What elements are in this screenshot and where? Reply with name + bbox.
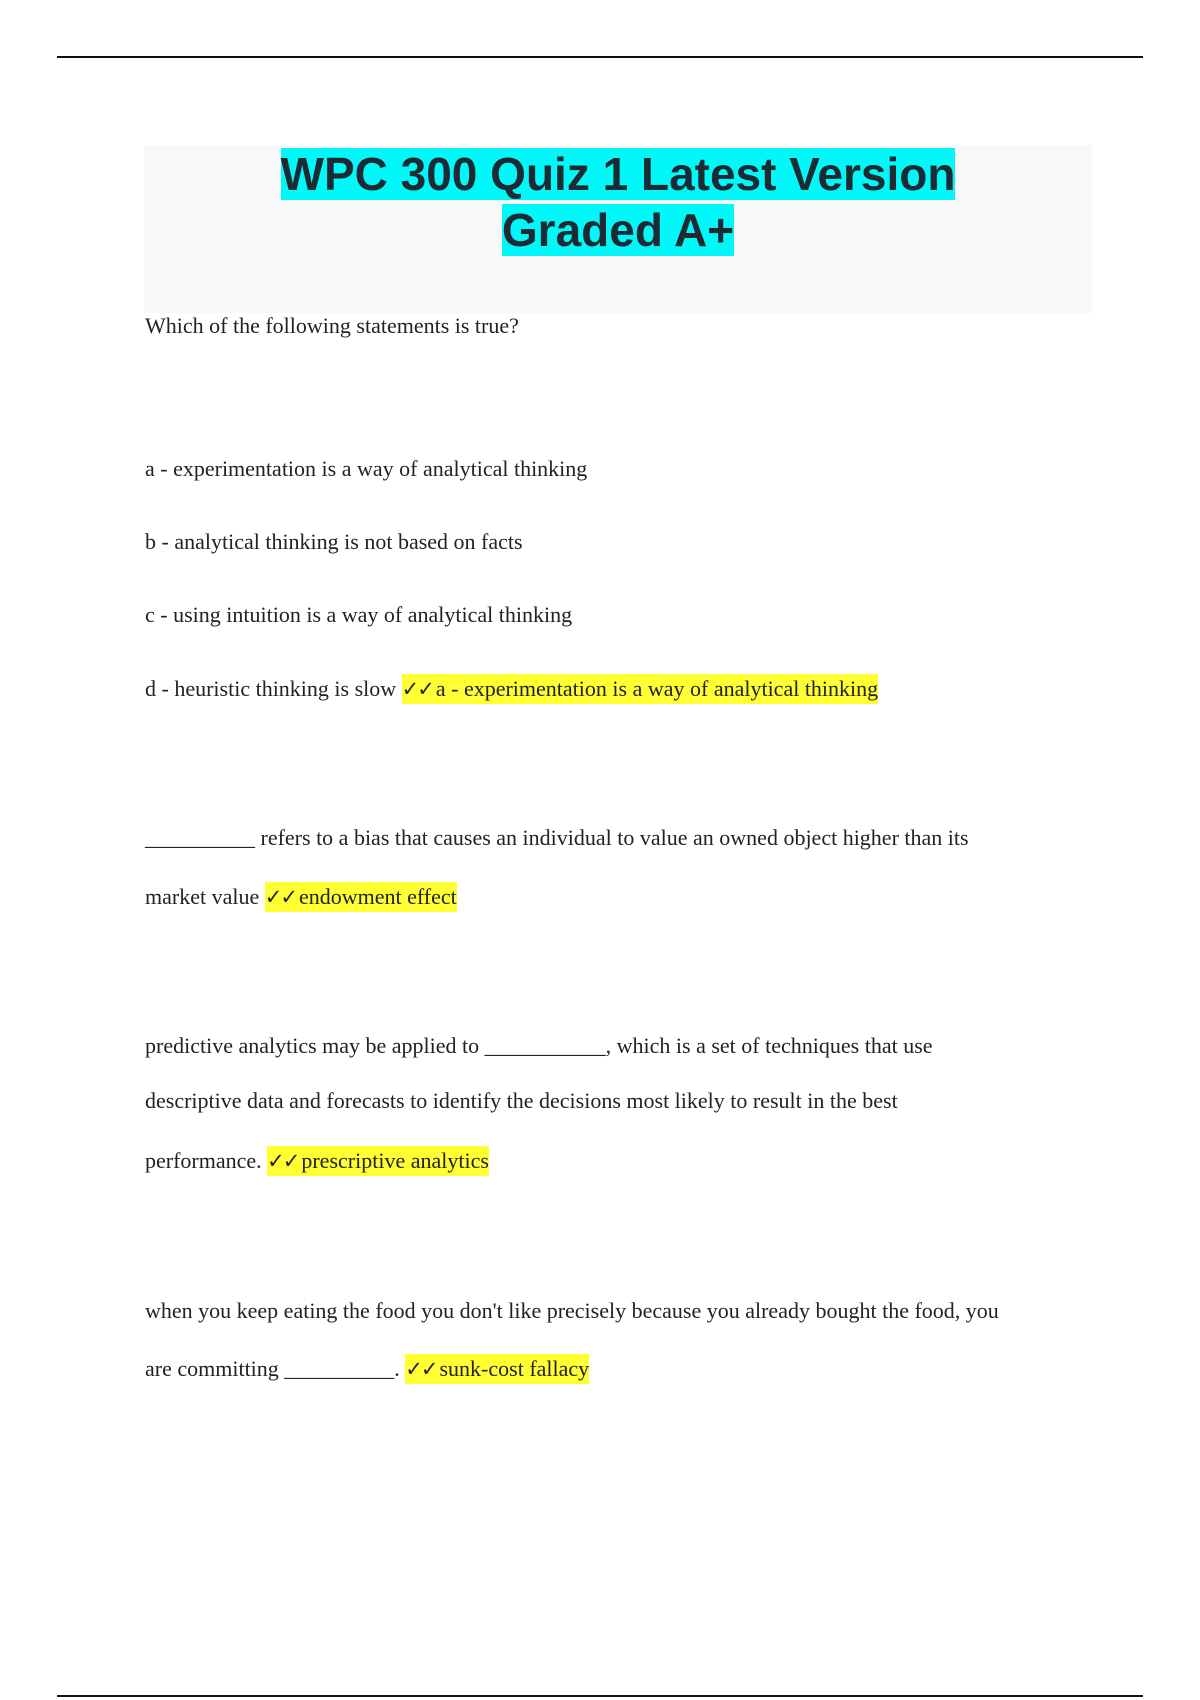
question-1-option-b: b - analytical thinking is not based on facts xyxy=(145,529,523,554)
question-1-option-d-row xyxy=(145,674,878,704)
question-1-option-a: a - experimentation is a way of analytical thinking xyxy=(145,456,588,481)
question-3-answer-text: prescriptive analytics xyxy=(301,1148,489,1173)
question-4-answer xyxy=(405,1354,589,1384)
question-3-line-1: predictive analytics may be applied to ___________, which is a set of techniques that use xyxy=(145,1033,933,1058)
question-3-line-3: performance. xyxy=(145,1148,262,1173)
double-check-icon: ✓✓ xyxy=(267,1149,299,1173)
question-4-line-2: are committing __________. xyxy=(145,1356,400,1381)
question-2-line-2-row xyxy=(145,882,457,912)
question-4-line-2-row xyxy=(145,1354,589,1384)
double-check-icon: ✓✓ xyxy=(401,677,433,701)
question-4-answer-text: sunk-cost fallacy xyxy=(439,1356,590,1381)
title-line-2: Graded A+ xyxy=(501,204,735,256)
bottom-rule xyxy=(57,1695,1143,1697)
question-2-line-2: market value xyxy=(145,884,260,909)
question-1-option-d: d - heuristic thinking is slow xyxy=(145,676,397,701)
question-1-option-c: c - using intuition is a way of analytical thinking xyxy=(145,602,573,627)
title-line-1: WPC 300 Quiz 1 Latest Version xyxy=(280,148,956,200)
question-1-answer-text: a - experimentation is a way of analytical thinking xyxy=(435,676,879,701)
double-check-icon: ✓✓ xyxy=(264,885,296,909)
question-1-text: Which of the following statements is true? xyxy=(145,313,519,338)
question-1-answer xyxy=(402,674,879,704)
question-3-line-3-row xyxy=(145,1146,489,1176)
document-title xyxy=(144,146,1092,258)
question-3-line-2: descriptive data and forecasts to identify the decisions most likely to result in the best xyxy=(145,1088,898,1113)
question-2-answer-text: endowment effect xyxy=(298,884,457,909)
question-4-line-1: when you keep eating the food you don't like precisely because you already bought the food, you xyxy=(145,1298,999,1323)
question-3-answer xyxy=(267,1146,489,1176)
double-check-icon: ✓✓ xyxy=(405,1357,437,1381)
question-2-line-1: __________ refers to a bias that causes an individual to value an owned object higher than its xyxy=(145,825,969,850)
question-2-answer xyxy=(265,882,457,912)
top-rule xyxy=(57,56,1143,58)
